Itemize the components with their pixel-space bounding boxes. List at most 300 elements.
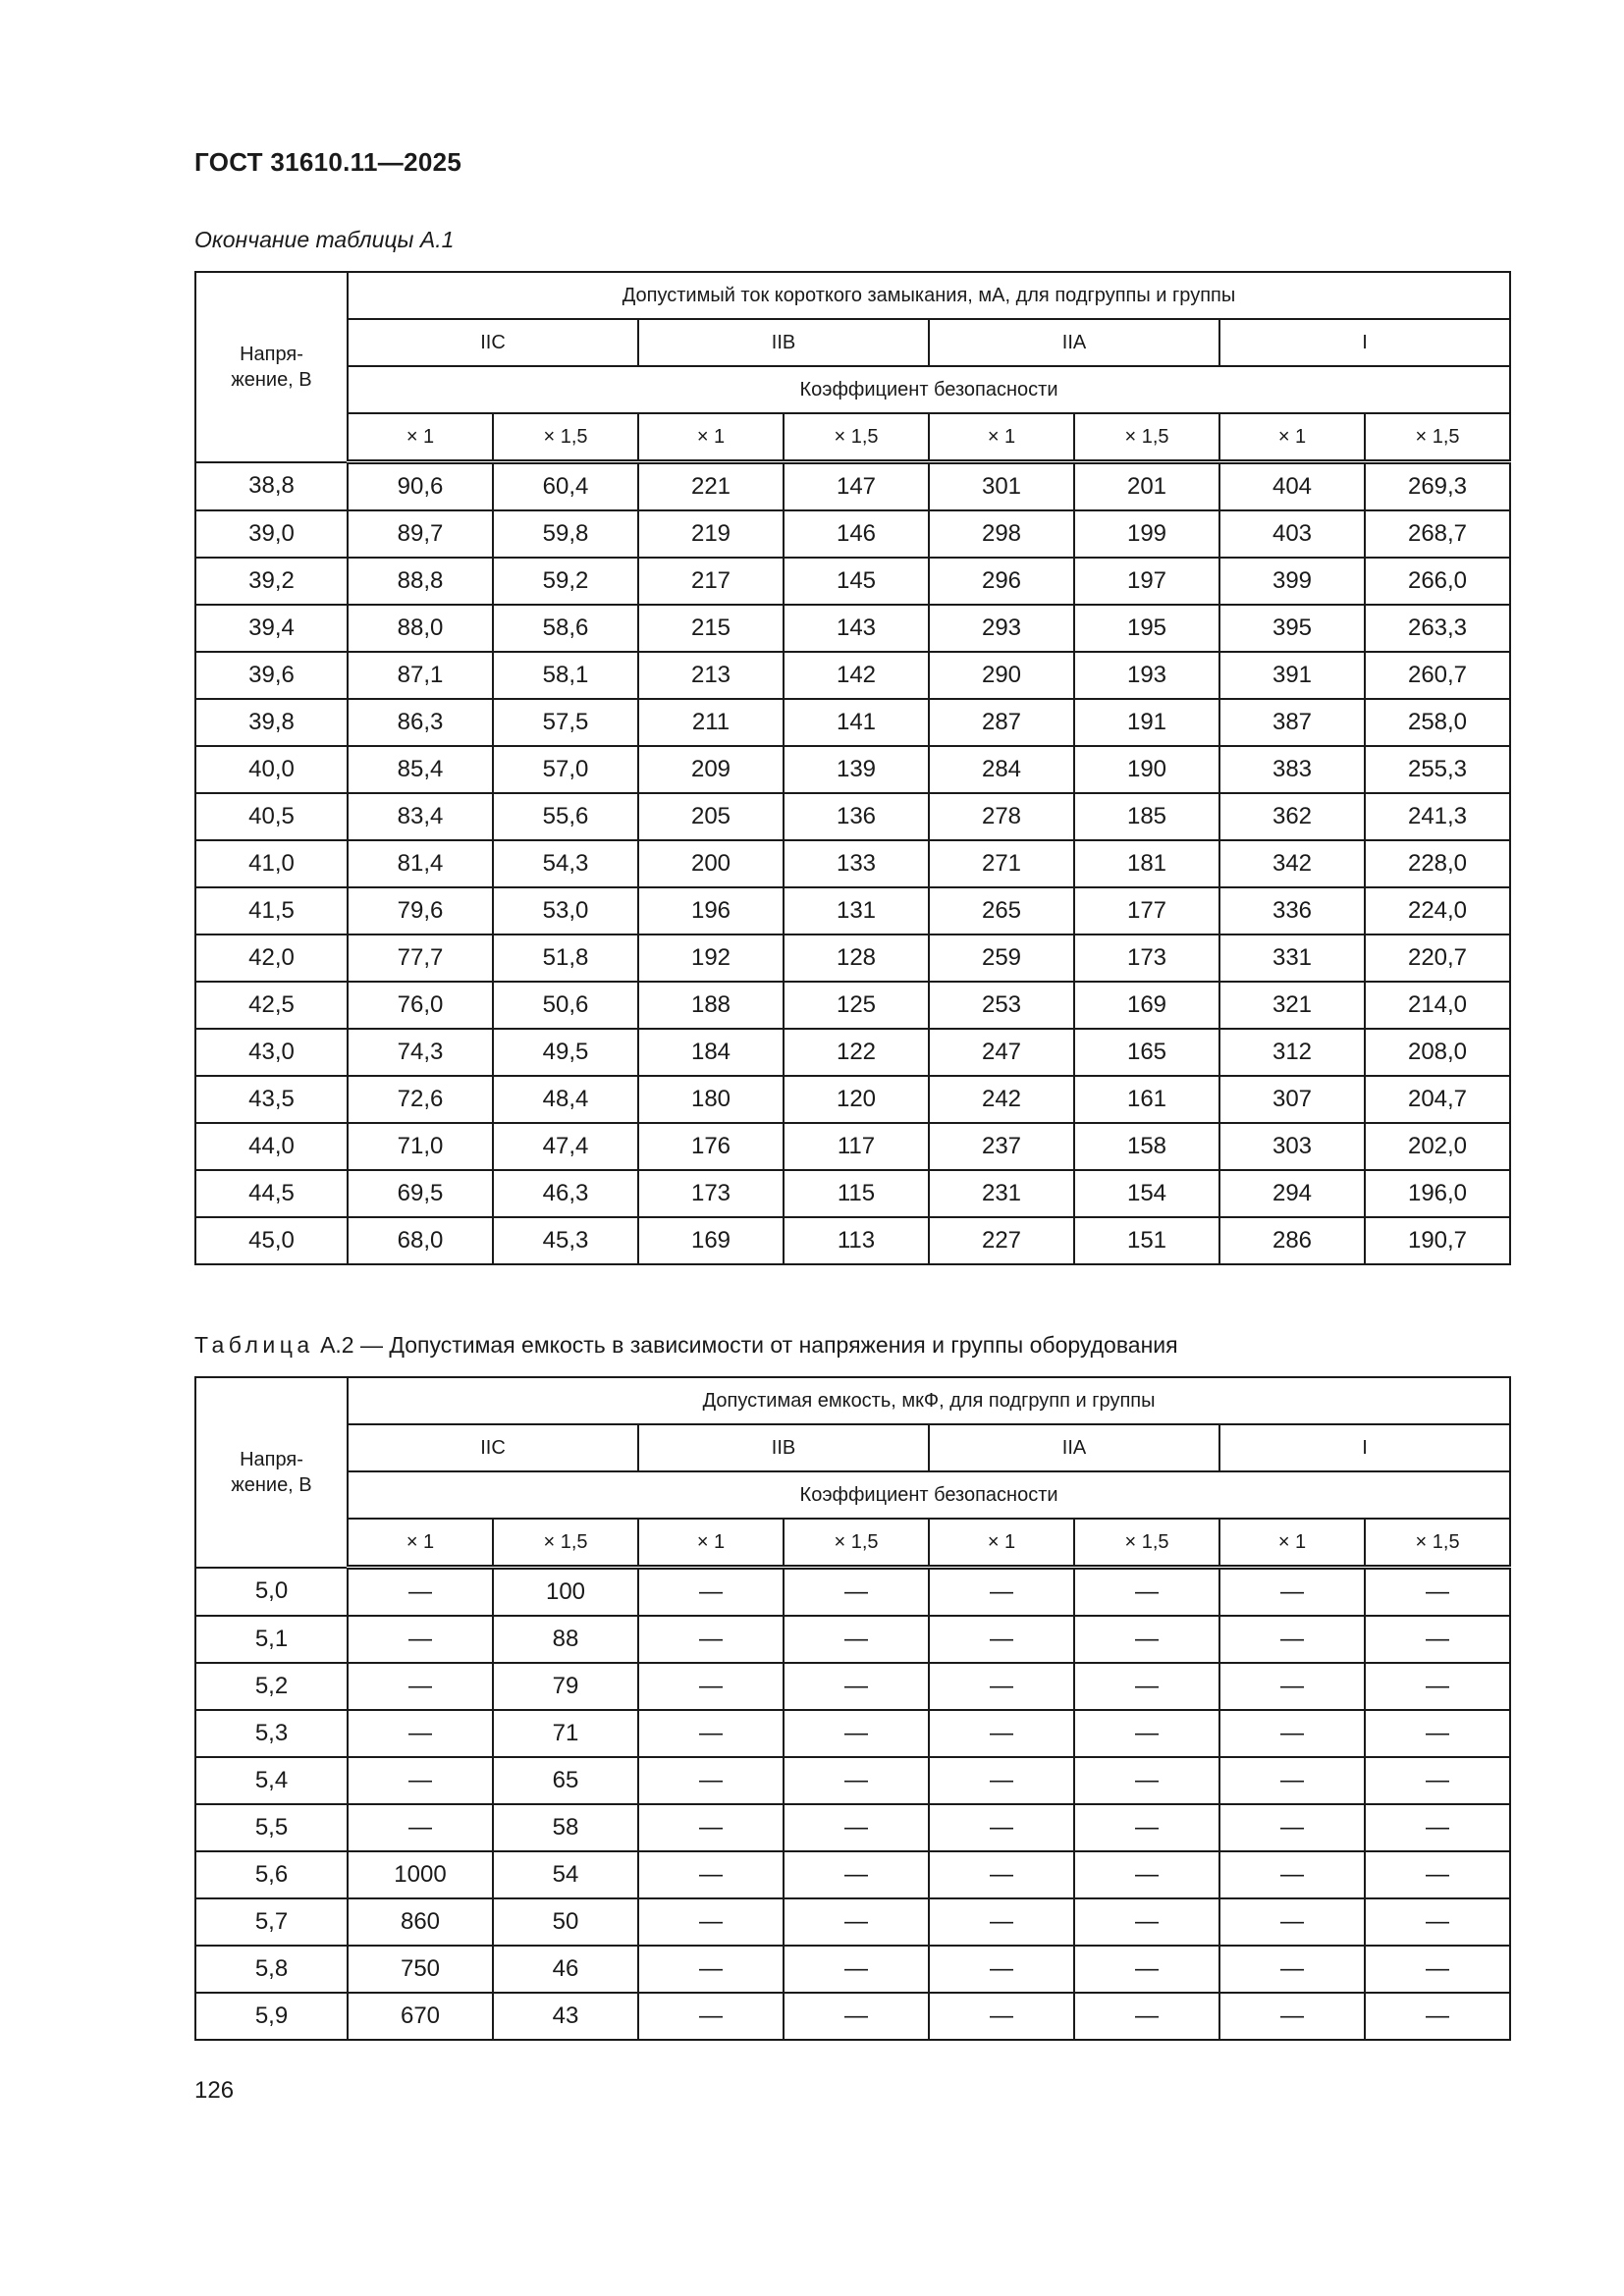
value-cell: —	[638, 1804, 784, 1851]
value-cell: 192	[638, 934, 784, 982]
table-row	[195, 840, 1510, 887]
value-cell: 54,3	[493, 840, 638, 887]
value-cell: 83,4	[348, 793, 493, 840]
value-cell: 242	[929, 1076, 1074, 1123]
value-cell: —	[1074, 1804, 1219, 1851]
factor-header: × 1,5	[1074, 413, 1219, 462]
value-cell: 88,8	[348, 558, 493, 605]
factor-header: × 1	[638, 1519, 784, 1568]
table-row	[195, 1663, 1510, 1710]
value-cell: 133	[784, 840, 929, 887]
value-cell: 72,6	[348, 1076, 493, 1123]
value-cell: 241,3	[1365, 793, 1510, 840]
value-cell: 139	[784, 746, 929, 793]
factor-header: × 1	[1219, 413, 1365, 462]
group-header-iic: IIC	[348, 319, 638, 366]
table-row	[195, 1217, 1510, 1264]
value-cell: —	[1219, 1898, 1365, 1946]
value-cell: 201	[1074, 462, 1219, 511]
value-cell: 77,7	[348, 934, 493, 982]
value-cell: 169	[1074, 982, 1219, 1029]
value-cell: —	[348, 1757, 493, 1804]
value-cell: 165	[1074, 1029, 1219, 1076]
value-cell: —	[784, 1804, 929, 1851]
value-cell: —	[1219, 1710, 1365, 1757]
voltage-cell: 5,0	[195, 1568, 348, 1617]
value-cell: 253	[929, 982, 1074, 1029]
value-cell: 50	[493, 1898, 638, 1946]
value-cell: 336	[1219, 887, 1365, 934]
value-cell: 188	[638, 982, 784, 1029]
value-cell: —	[929, 1568, 1074, 1617]
value-cell: —	[1365, 1616, 1510, 1663]
value-cell: 45,3	[493, 1217, 638, 1264]
value-cell: 321	[1219, 982, 1365, 1029]
value-cell: 71,0	[348, 1123, 493, 1170]
value-cell: —	[1074, 1568, 1219, 1617]
value-cell: 260,7	[1365, 652, 1510, 699]
value-cell: 79	[493, 1663, 638, 1710]
voltage-cell: 5,1	[195, 1616, 348, 1663]
value-cell: —	[784, 1946, 929, 1993]
voltage-column-header: Напря- жение, В	[195, 1377, 348, 1568]
value-cell: 220,7	[1365, 934, 1510, 982]
table-a1-body	[195, 462, 1510, 1265]
value-cell: 399	[1219, 558, 1365, 605]
value-cell: 362	[1219, 793, 1365, 840]
table-row	[195, 699, 1510, 746]
value-cell: 266,0	[1365, 558, 1510, 605]
value-cell: 79,6	[348, 887, 493, 934]
table-row	[195, 1710, 1510, 1757]
value-cell: —	[1074, 1663, 1219, 1710]
value-cell: 58,1	[493, 652, 638, 699]
value-cell: 74,3	[348, 1029, 493, 1076]
factor-header: × 1	[638, 413, 784, 462]
value-cell: —	[1219, 1804, 1365, 1851]
table-row	[195, 887, 1510, 934]
value-cell: 173	[638, 1170, 784, 1217]
value-cell: 51,8	[493, 934, 638, 982]
value-cell: 294	[1219, 1170, 1365, 1217]
table-row	[195, 1946, 1510, 1993]
value-cell: —	[638, 1946, 784, 1993]
value-cell: —	[1365, 1993, 1510, 2040]
value-cell: 255,3	[1365, 746, 1510, 793]
voltage-cell: 5,6	[195, 1851, 348, 1898]
table-row	[195, 793, 1510, 840]
voltage-cell: 42,5	[195, 982, 348, 1029]
value-cell: —	[348, 1568, 493, 1617]
factor-header: × 1	[348, 1519, 493, 1568]
value-cell: —	[1365, 1663, 1510, 1710]
table-row	[195, 1123, 1510, 1170]
value-cell: 55,6	[493, 793, 638, 840]
table-a2	[194, 1376, 1511, 2041]
value-cell: 196,0	[1365, 1170, 1510, 1217]
value-cell: 86,3	[348, 699, 493, 746]
value-cell: 670	[348, 1993, 493, 2040]
value-cell: —	[1074, 1616, 1219, 1663]
factor-header: × 1	[348, 413, 493, 462]
voltage-cell: 39,6	[195, 652, 348, 699]
value-cell: —	[1219, 1757, 1365, 1804]
value-cell: 154	[1074, 1170, 1219, 1217]
value-cell: —	[929, 1616, 1074, 1663]
value-cell: 142	[784, 652, 929, 699]
factor-header: × 1,5	[784, 413, 929, 462]
value-cell: 120	[784, 1076, 929, 1123]
value-cell: 146	[784, 510, 929, 558]
value-cell: 303	[1219, 1123, 1365, 1170]
value-cell: 221	[638, 462, 784, 511]
table-row	[195, 652, 1510, 699]
voltage-cell: 5,8	[195, 1946, 348, 1993]
voltage-cell: 41,5	[195, 887, 348, 934]
value-cell: 287	[929, 699, 1074, 746]
table-row	[195, 1076, 1510, 1123]
value-cell: —	[1074, 1993, 1219, 2040]
value-cell: 214,0	[1365, 982, 1510, 1029]
value-cell: 1000	[348, 1851, 493, 1898]
value-cell: 100	[493, 1568, 638, 1617]
value-cell: 125	[784, 982, 929, 1029]
value-cell: 200	[638, 840, 784, 887]
table-a2-caption	[194, 1332, 1178, 1359]
value-cell: 268,7	[1365, 510, 1510, 558]
voltage-cell: 39,8	[195, 699, 348, 746]
value-cell: 191	[1074, 699, 1219, 746]
table-row	[195, 605, 1510, 652]
value-cell: 90,6	[348, 462, 493, 511]
value-cell: 860	[348, 1898, 493, 1946]
value-cell: —	[638, 1616, 784, 1663]
value-cell: 391	[1219, 652, 1365, 699]
value-cell: —	[784, 1898, 929, 1946]
value-cell: 342	[1219, 840, 1365, 887]
value-cell: —	[929, 1757, 1074, 1804]
voltage-cell: 39,0	[195, 510, 348, 558]
factor-header: × 1,5	[493, 1519, 638, 1568]
value-cell: —	[1365, 1851, 1510, 1898]
factor-header: × 1	[929, 1519, 1074, 1568]
value-cell: —	[929, 1993, 1074, 2040]
table-row	[195, 510, 1510, 558]
value-cell: 81,4	[348, 840, 493, 887]
value-cell: 215	[638, 605, 784, 652]
value-cell: —	[1074, 1757, 1219, 1804]
value-cell: 147	[784, 462, 929, 511]
value-cell: 228,0	[1365, 840, 1510, 887]
value-cell: 197	[1074, 558, 1219, 605]
value-cell: 59,2	[493, 558, 638, 605]
table-row	[195, 1568, 1510, 1617]
table-a2-caption-text: А.2 — Допустимая емкость в зависимости от напряжения и группы оборудования	[313, 1332, 1178, 1358]
value-cell: —	[1365, 1568, 1510, 1617]
table-row	[195, 1757, 1510, 1804]
value-cell: —	[348, 1804, 493, 1851]
factor-header: × 1	[929, 413, 1074, 462]
value-cell: 331	[1219, 934, 1365, 982]
voltage-cell: 39,2	[195, 558, 348, 605]
value-cell: 76,0	[348, 982, 493, 1029]
value-cell: 60,4	[493, 462, 638, 511]
value-cell: 161	[1074, 1076, 1219, 1123]
value-cell: 68,0	[348, 1217, 493, 1264]
value-cell: 151	[1074, 1217, 1219, 1264]
value-cell: 196	[638, 887, 784, 934]
value-cell: 88	[493, 1616, 638, 1663]
table-row	[195, 1898, 1510, 1946]
value-cell: 307	[1219, 1076, 1365, 1123]
value-cell: 88,0	[348, 605, 493, 652]
factor-header: × 1	[1219, 1519, 1365, 1568]
value-cell: 284	[929, 746, 1074, 793]
value-cell: 205	[638, 793, 784, 840]
voltage-cell: 5,3	[195, 1710, 348, 1757]
table-row	[195, 1029, 1510, 1076]
value-cell: —	[784, 1851, 929, 1898]
value-cell: 211	[638, 699, 784, 746]
value-cell: 115	[784, 1170, 929, 1217]
voltage-cell: 38,8	[195, 462, 348, 511]
voltage-cell: 43,0	[195, 1029, 348, 1076]
value-cell: 122	[784, 1029, 929, 1076]
value-cell: 403	[1219, 510, 1365, 558]
value-cell: 58	[493, 1804, 638, 1851]
value-cell: 46	[493, 1946, 638, 1993]
value-cell: 219	[638, 510, 784, 558]
factor-header: × 1,5	[1074, 1519, 1219, 1568]
table-a1-caption: Окончание таблицы А.1	[194, 227, 455, 252]
value-cell: 185	[1074, 793, 1219, 840]
value-cell: 47,4	[493, 1123, 638, 1170]
value-cell: 89,7	[348, 510, 493, 558]
value-cell: —	[929, 1946, 1074, 1993]
value-cell: —	[348, 1616, 493, 1663]
value-cell: —	[929, 1851, 1074, 1898]
value-cell: 395	[1219, 605, 1365, 652]
value-cell: 117	[784, 1123, 929, 1170]
value-cell: —	[929, 1804, 1074, 1851]
value-cell: —	[784, 1993, 929, 2040]
group-header-iib: IIB	[638, 1424, 929, 1471]
table-row	[195, 1616, 1510, 1663]
voltage-cell: 5,9	[195, 1993, 348, 2040]
value-cell: 190	[1074, 746, 1219, 793]
value-cell: —	[1074, 1710, 1219, 1757]
value-cell: —	[929, 1663, 1074, 1710]
value-cell: 180	[638, 1076, 784, 1123]
value-cell: —	[348, 1663, 493, 1710]
value-cell: —	[784, 1616, 929, 1663]
value-cell: —	[1219, 1946, 1365, 1993]
value-cell: —	[638, 1568, 784, 1617]
value-cell: 301	[929, 462, 1074, 511]
value-cell: 204,7	[1365, 1076, 1510, 1123]
value-cell: 169	[638, 1217, 784, 1264]
value-cell: 298	[929, 510, 1074, 558]
value-cell: 208,0	[1365, 1029, 1510, 1076]
value-cell: 258,0	[1365, 699, 1510, 746]
voltage-cell: 5,4	[195, 1757, 348, 1804]
value-cell: 113	[784, 1217, 929, 1264]
group-header-iia: IIA	[929, 319, 1219, 366]
value-cell: 69,5	[348, 1170, 493, 1217]
value-cell: 247	[929, 1029, 1074, 1076]
value-cell: —	[638, 1710, 784, 1757]
value-cell: 184	[638, 1029, 784, 1076]
value-cell: 259	[929, 934, 1074, 982]
value-cell: 387	[1219, 699, 1365, 746]
value-cell: 65	[493, 1757, 638, 1804]
value-cell: 227	[929, 1217, 1074, 1264]
value-cell: 293	[929, 605, 1074, 652]
group-header-iia: IIA	[929, 1424, 1219, 1471]
factor-header: × 1,5	[1365, 1519, 1510, 1568]
value-cell: —	[348, 1710, 493, 1757]
value-cell: 278	[929, 793, 1074, 840]
value-cell: —	[1365, 1710, 1510, 1757]
table-row	[195, 1851, 1510, 1898]
value-cell: 49,5	[493, 1029, 638, 1076]
value-cell: 54	[493, 1851, 638, 1898]
value-cell: 404	[1219, 462, 1365, 511]
value-cell: —	[929, 1898, 1074, 1946]
page-number: 126	[194, 2077, 235, 2104]
value-cell: 173	[1074, 934, 1219, 982]
value-cell: —	[1074, 1898, 1219, 1946]
value-cell: —	[1074, 1946, 1219, 1993]
value-cell: —	[784, 1568, 929, 1617]
value-cell: 269,3	[1365, 462, 1510, 511]
value-cell: 217	[638, 558, 784, 605]
table-a1	[194, 271, 1511, 1265]
voltage-cell: 40,0	[195, 746, 348, 793]
value-cell: 209	[638, 746, 784, 793]
voltage-cell: 45,0	[195, 1217, 348, 1264]
value-cell: 290	[929, 652, 1074, 699]
value-cell: 85,4	[348, 746, 493, 793]
voltage-cell: 5,2	[195, 1663, 348, 1710]
value-cell: —	[638, 1993, 784, 2040]
voltage-cell: 44,0	[195, 1123, 348, 1170]
value-cell: 43	[493, 1993, 638, 2040]
value-cell: —	[1074, 1851, 1219, 1898]
voltage-cell: 39,4	[195, 605, 348, 652]
table-row	[195, 982, 1510, 1029]
table-row	[195, 462, 1510, 511]
value-cell: —	[1219, 1851, 1365, 1898]
value-cell: 53,0	[493, 887, 638, 934]
value-cell: 131	[784, 887, 929, 934]
value-cell: 224,0	[1365, 887, 1510, 934]
table-row	[195, 934, 1510, 982]
value-cell: —	[1219, 1616, 1365, 1663]
voltage-cell: 42,0	[195, 934, 348, 982]
group-header-i: I	[1219, 319, 1510, 366]
value-cell: —	[638, 1898, 784, 1946]
value-cell: 57,0	[493, 746, 638, 793]
factor-header: × 1,5	[493, 413, 638, 462]
value-cell: 145	[784, 558, 929, 605]
value-cell: —	[784, 1757, 929, 1804]
voltage-cell: 5,5	[195, 1804, 348, 1851]
table-row	[195, 558, 1510, 605]
value-cell: —	[1365, 1946, 1510, 1993]
value-cell: 136	[784, 793, 929, 840]
factor-header: × 1,5	[784, 1519, 929, 1568]
value-cell: 87,1	[348, 652, 493, 699]
value-cell: 195	[1074, 605, 1219, 652]
voltage-cell: 44,5	[195, 1170, 348, 1217]
voltage-cell: 43,5	[195, 1076, 348, 1123]
table-row	[195, 1993, 1510, 2040]
group-header-iic: IIC	[348, 1424, 638, 1471]
value-cell: 158	[1074, 1123, 1219, 1170]
value-cell: 199	[1074, 510, 1219, 558]
value-cell: —	[638, 1663, 784, 1710]
value-cell: —	[1219, 1568, 1365, 1617]
value-cell: 190,7	[1365, 1217, 1510, 1264]
safety-factor-header: Коэффициент безопасности	[348, 1471, 1510, 1519]
value-cell: 57,5	[493, 699, 638, 746]
value-cell: 128	[784, 934, 929, 982]
value-cell: 265	[929, 887, 1074, 934]
value-cell: 59,8	[493, 510, 638, 558]
value-cell: 202,0	[1365, 1123, 1510, 1170]
value-cell: —	[638, 1757, 784, 1804]
short-circuit-current-header: Допустимый ток короткого замыкания, мА, для подгруппы и группы	[348, 272, 1510, 319]
group-header-iib: IIB	[638, 319, 929, 366]
value-cell: 312	[1219, 1029, 1365, 1076]
table-row	[195, 1804, 1510, 1851]
factor-header: × 1,5	[1365, 413, 1510, 462]
value-cell: 271	[929, 840, 1074, 887]
value-cell: 231	[929, 1170, 1074, 1217]
table-row	[195, 746, 1510, 793]
value-cell: 177	[1074, 887, 1219, 934]
document-number: ГОСТ 31610.11—2025	[194, 147, 462, 177]
value-cell: 50,6	[493, 982, 638, 1029]
value-cell: 176	[638, 1123, 784, 1170]
voltage-cell: 5,7	[195, 1898, 348, 1946]
value-cell: 263,3	[1365, 605, 1510, 652]
value-cell: 48,4	[493, 1076, 638, 1123]
value-cell: 193	[1074, 652, 1219, 699]
value-cell: —	[638, 1851, 784, 1898]
voltage-column-header: Напря- жение, В	[195, 272, 348, 462]
value-cell: —	[1219, 1663, 1365, 1710]
value-cell: —	[784, 1663, 929, 1710]
table-a2-body	[195, 1568, 1510, 2041]
value-cell: 286	[1219, 1217, 1365, 1264]
value-cell: —	[1365, 1804, 1510, 1851]
table-row	[195, 1170, 1510, 1217]
value-cell: —	[929, 1710, 1074, 1757]
value-cell: 46,3	[493, 1170, 638, 1217]
group-header-i: I	[1219, 1424, 1510, 1471]
safety-factor-header: Коэффициент безопасности	[348, 366, 1510, 413]
value-cell: 143	[784, 605, 929, 652]
voltage-cell: 40,5	[195, 793, 348, 840]
value-cell: —	[1365, 1757, 1510, 1804]
value-cell: 181	[1074, 840, 1219, 887]
value-cell: —	[1219, 1993, 1365, 2040]
voltage-cell: 41,0	[195, 840, 348, 887]
value-cell: 71	[493, 1710, 638, 1757]
value-cell: 58,6	[493, 605, 638, 652]
